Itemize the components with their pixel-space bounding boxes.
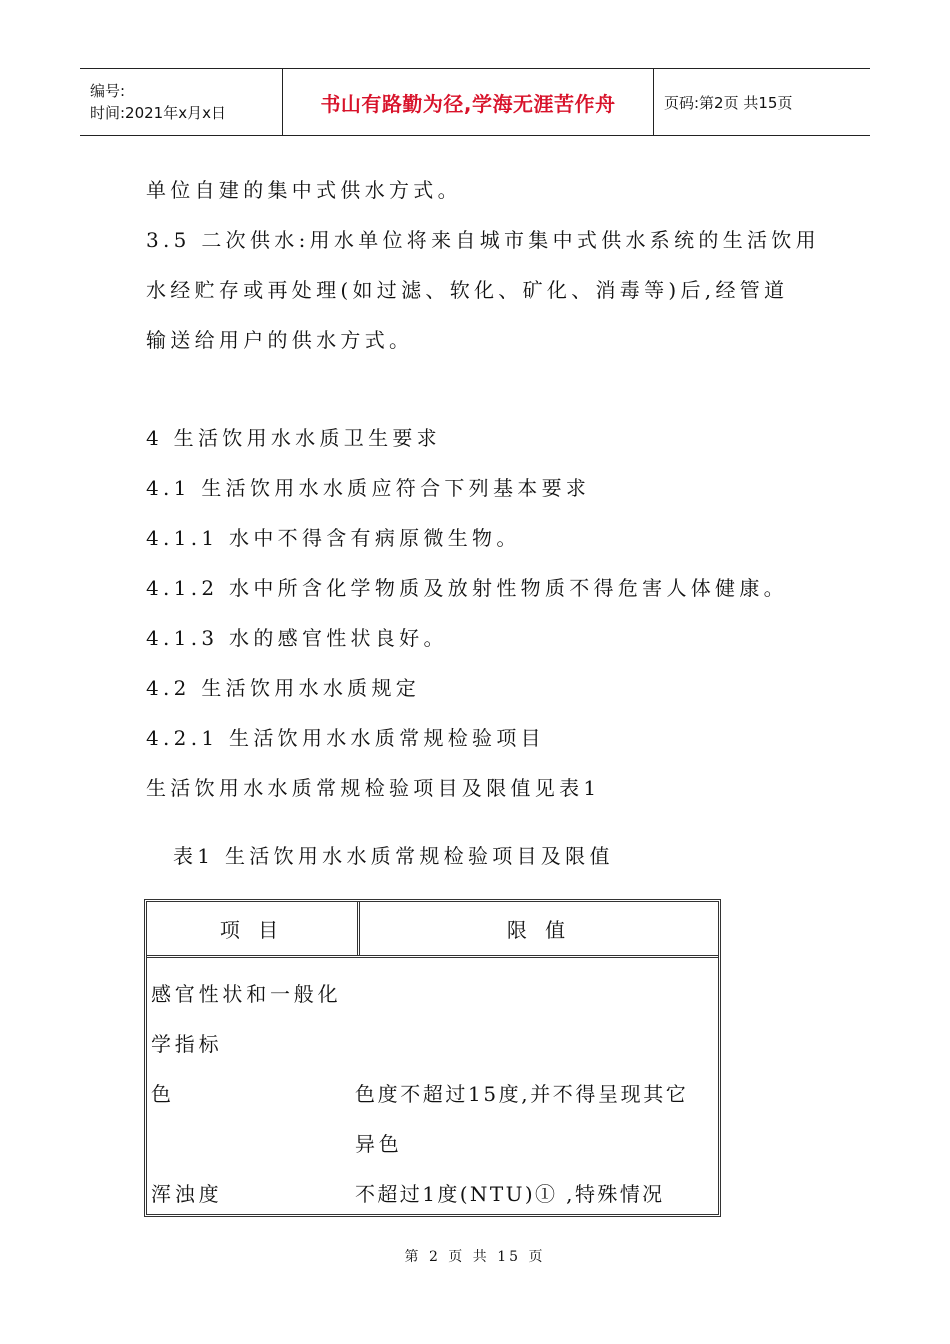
paragraph-line: 输送给用户的供水方式。 bbox=[146, 328, 414, 352]
water-quality-table bbox=[144, 899, 721, 1217]
section-heading: 4.2.1 生活饮用水水质常规检验项目 bbox=[146, 726, 545, 750]
header-meta bbox=[80, 69, 282, 135]
table-cell-item: 色 bbox=[151, 1082, 175, 1106]
paragraph-line: 4.1.2 水中所含化学物质及放射性物质不得危害人体健康。 bbox=[146, 576, 788, 600]
section-heading: 4.1 生活饮用水水质应符合下列基本要求 bbox=[146, 476, 591, 500]
column-header-item: 项 目 bbox=[147, 902, 360, 955]
section-heading: 4.2 生活饮用水水质规定 bbox=[146, 676, 421, 700]
section-heading: 4 生活饮用水水质卫生要求 bbox=[146, 426, 441, 450]
column-header-limit: 限 值 bbox=[506, 918, 572, 942]
paragraph-line: 单位自建的集中式供水方式。 bbox=[146, 178, 462, 202]
paragraph-line: 4.1.1 水中不得含有病原微生物。 bbox=[146, 526, 521, 550]
page-header bbox=[80, 68, 870, 136]
paragraph-line: 水经贮存或再处理(如过滤、软化、矿化、消毒等)后,经管道 bbox=[146, 278, 789, 302]
table-header-row bbox=[147, 902, 718, 958]
table-category: 感官性状和一般化 bbox=[151, 982, 342, 1006]
table-caption: 表1 生活饮用水水质常规检验项目及限值 bbox=[173, 844, 614, 868]
document-time-label: 时间:2021年x月x日 bbox=[90, 104, 226, 122]
table-cell-item: 浑浊度 bbox=[151, 1182, 223, 1206]
paragraph-line: 生活饮用水水质常规检验项目及限值见表1 bbox=[146, 776, 601, 800]
table-cell-limit: 色度不超过15度,并不得呈现其它 bbox=[355, 1082, 689, 1106]
header-motto: 书山有路勤为径,学海无涯苦作舟 bbox=[282, 69, 654, 135]
paragraph-line: 3.5 二次供水:用水单位将来自城市集中式供水系统的生活饮用 bbox=[146, 228, 820, 252]
table-category: 学指标 bbox=[151, 1032, 223, 1056]
page-footer: 第 2 页 共 15 页 bbox=[404, 1249, 546, 1265]
document-number-label: 编号: bbox=[90, 82, 126, 100]
table-cell-limit: 不超过1度(NTU)① ,特殊情况 bbox=[355, 1182, 665, 1206]
table-cell-limit: 异色 bbox=[355, 1132, 403, 1156]
paragraph-line: 4.1.3 水的感官性状良好。 bbox=[146, 626, 448, 650]
header-page-info: 页码:第2页 共15页 bbox=[664, 93, 793, 112]
